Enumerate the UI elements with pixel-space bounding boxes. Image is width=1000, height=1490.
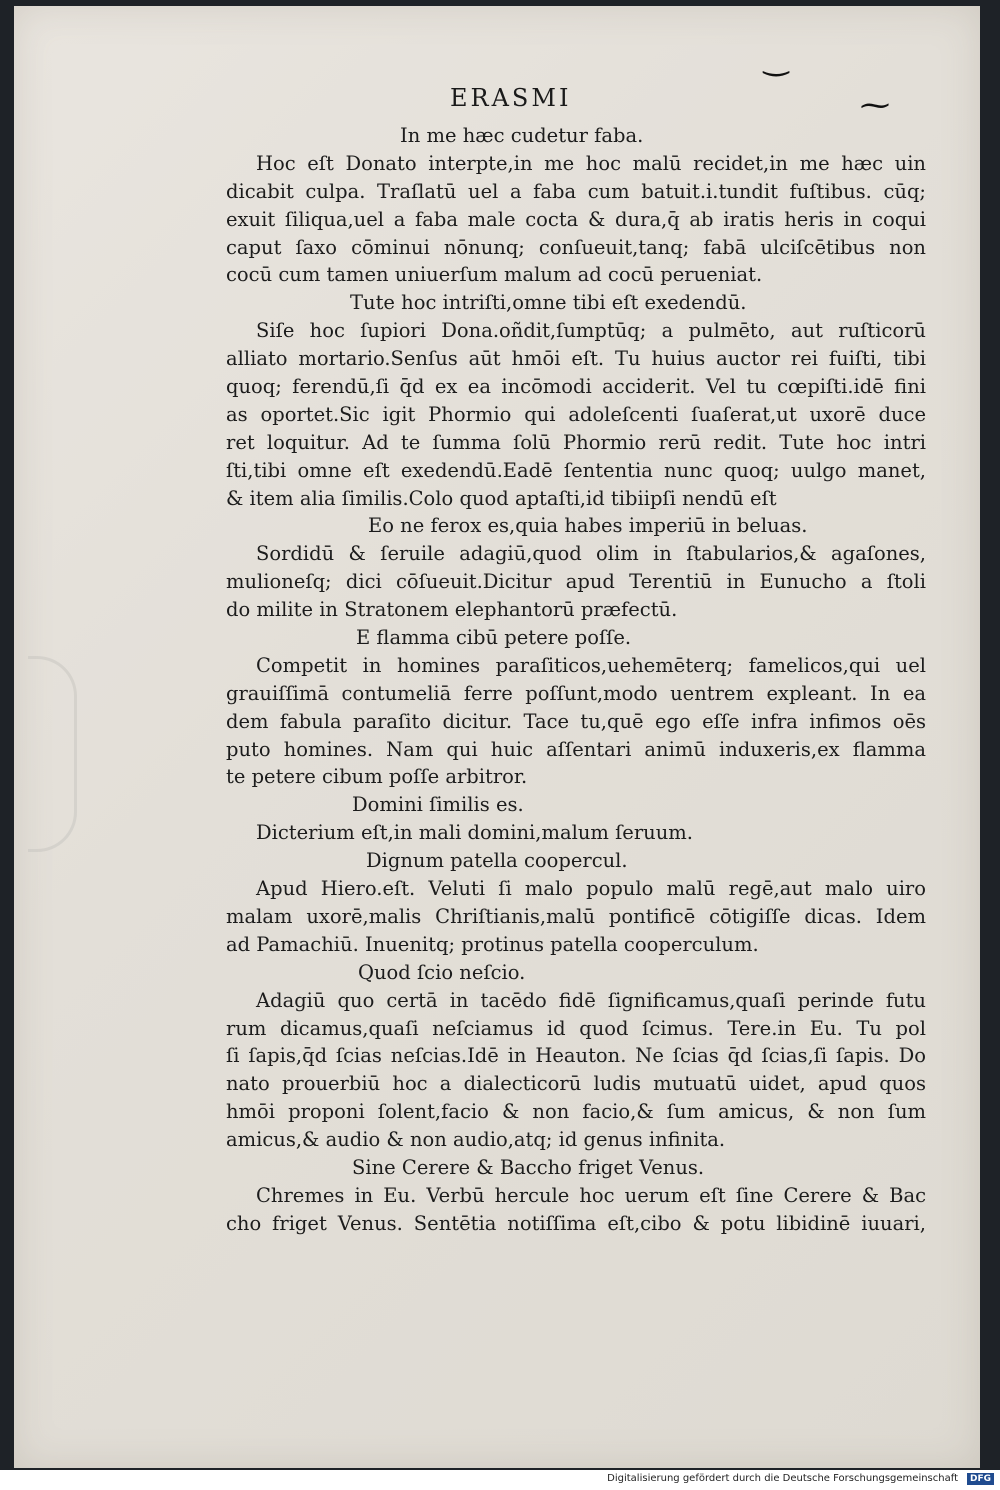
text-line: caput ſaxo cōminui nōnunq; conſueuit,tanq; fabā ulciſcētibus non [226,235,926,259]
ink-blot-mark: ⁓ [860,88,890,123]
adage-title: Dignum patella coopercul. [366,849,628,873]
text-line: Competit in homines paraſiticos,uehemēterq; famelicos,qui uel [256,653,926,677]
adage-title: In me hæc cudetur faba. [400,124,644,147]
text-line: ad Pamachiū. Inuenitq; protinus patella cooperculum. [226,932,759,956]
text-line: ſti,tibi omne eſt exedendū.Eadē ſententia nunc quoq; uulgo manet, [226,458,926,482]
adage-title: Sine Cerere & Baccho friget Venus. [352,1155,705,1179]
text-line: dem fabula paraſito dicitur. Tace tu,quē ego eſſe infra infimos oēs [226,709,926,733]
text-line: do milite in Stratonem elephantorū præfectū. [226,598,678,622]
text-line: Siſe hoc ſupiori Dona.oñdit,ſumptūq; a pulmēto, aut ruſticorū [256,319,926,343]
ink-blot-mark: ‿ [764,42,789,77]
body-text [226,122,926,1238]
footer-bar [0,1470,1000,1490]
adage-title: Eo ne ferox es,quia habes imperiū in beluas. [368,514,808,538]
text-line: cho friget Venus. Sentētia notiſſima eſt,cibo & potu libidinē iuuari, [226,1211,926,1235]
adage-title: E flamma cibū petere poſſe. [356,626,632,650]
text-line: Apud Hiero.eſt. Veluti ſi malo populo malū regē,aut malo uiro [256,877,926,901]
text-line: quoq; ferendū,ſi q̄d ex ea incōmodi acciderit. Vel tu cœpiſti.idē fini [226,375,926,399]
text-line: puto homines. Nam qui huic aſſentari animū induxeris,ex flamma [226,737,926,761]
text-line: Adagiū quo certā in tacēdo fidē ſignificamus,quaſi perinde futu [256,988,926,1012]
paper-clip-shadow [28,656,77,852]
running-header: ERASMI [450,84,572,112]
text-line: ret loquitur. Ad te ſumma ſolū Phormio rerū redit. Tute hoc intri [226,430,926,454]
adage-title: Domini ſimilis es. [352,793,524,817]
adage-title: Tute hoc intriſti,omne tibi eſt exedendū. [350,291,747,315]
text-line: mulioneſq; dici cōſueuit.Dicitur apud Terentiū in Eunucho a ſtoli [226,570,926,594]
text-line: Sordidū & ſeruile adagiū,quod olim in ſtabularios,& agaſones, [256,542,926,566]
text-line: exuit ſiliqua,uel a faba male cocta & dura,q̄ ab iratis heris in coqui [226,207,926,231]
text-line: ſi ſapis,q̄d ſcias neſcias.Idē in Heauton. Ne ſcias q̄d ſcias,ſi ſapis. Do [226,1044,926,1068]
text-line: dicabit culpa. Traſlatū uel a faba cum batuit.i.tundit fuſtibus. cūq; [226,179,926,203]
dfg-logo: DFG [967,1473,994,1485]
text-line: Dicterium eſt,in mali domini,malum ſeruum. [256,821,693,845]
text-line: te petere cibum poſſe arbitror. [226,765,528,789]
text-line: cocū cum tamen uniuerſum malum ad cocū perueniat. [226,263,763,287]
text-line: alliato mortario.Senſus aūt hmōi eſt. Tu huius auctor rei fuiſti, tibi [226,347,926,371]
text-line: Hoc eſt Donato interpte,in me hoc malū recidet,in me hæc uin [256,151,926,175]
text-line: amicus,& audio & non audio,atq; id genus infinita. [226,1128,726,1152]
adage-title: Quod ſcio neſcio. [358,960,526,984]
text-line: grauiſſimā contumeliā ferre poſſunt,modo uentrem expleant. In ea [226,681,926,705]
text-line: nato prouerbiū hoc a dialecticorū ludis mutuatū uidet, apud quos [226,1072,926,1096]
text-line: as oportet.Sic igit Phormio qui adoleſcenti ſuaſerat,ut uxorē duce [226,402,926,426]
text-line: hmōi proponi ſolent,facio & non facio,& ſum amicus, & non ſum [226,1100,926,1124]
text-line: rum dicamus,quaſi neſciamus id quod ſcimus. Tere.in Eu. Tu pol [226,1016,926,1040]
text-line: malam uxorē,malis Chriſtianis,malū pontificē cōtigiſſe dicas. Idem [226,904,926,928]
text-line: & item alia ſimilis.Colo quod aptaſti,id tibiipſi nendū eſt [226,486,777,510]
text-line: Chremes in Eu. Verbū hercule hoc uerum eſt ſine Cerere & Bac [256,1183,926,1207]
funding-notice: Digitalisierung gefördert durch die Deutsche Forschungsgemeinschaft [607,1473,958,1484]
